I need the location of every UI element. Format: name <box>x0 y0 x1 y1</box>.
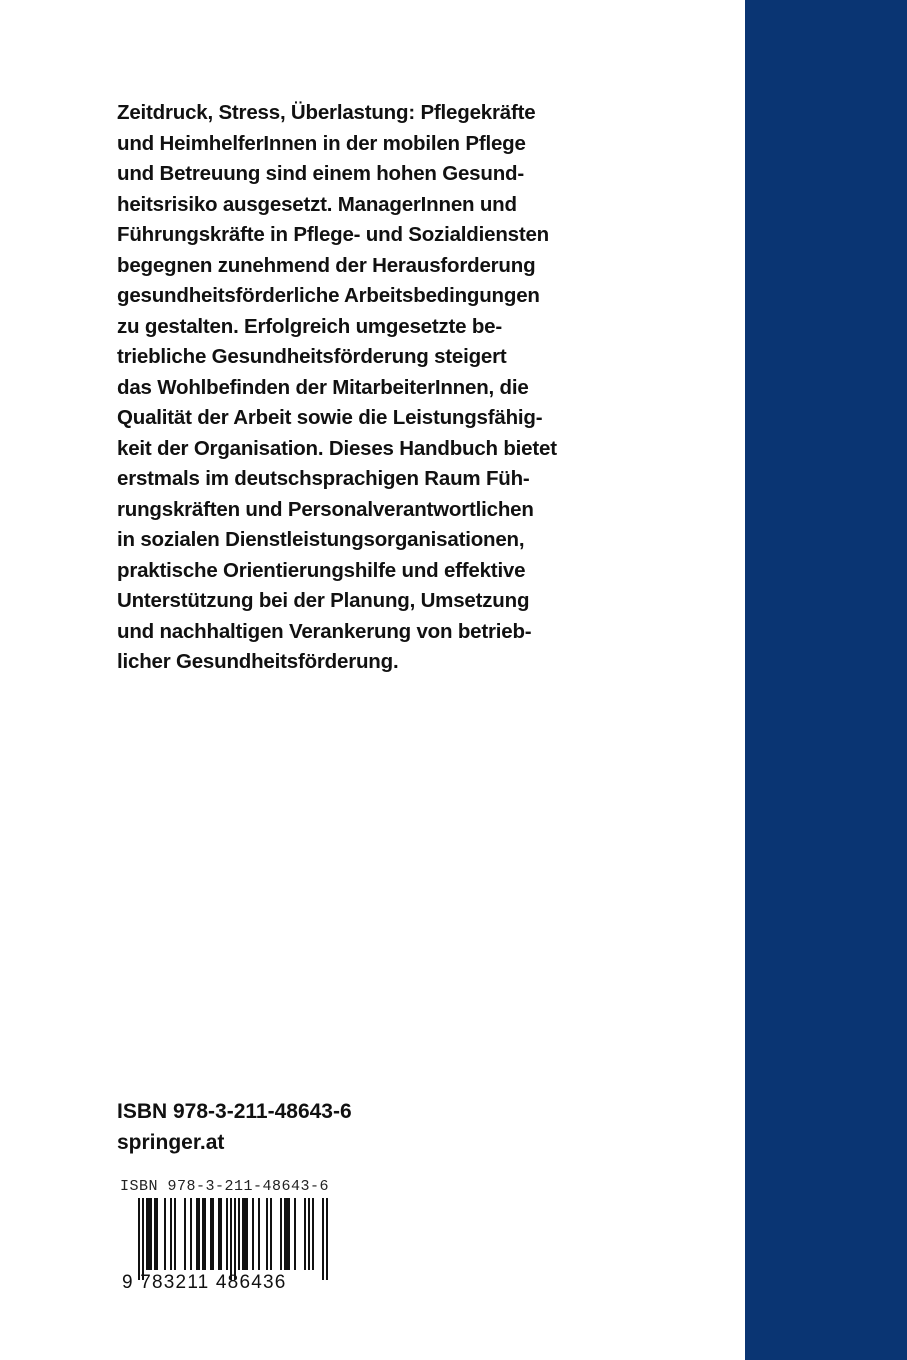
blurb-line: das Wohlbefinden der MitarbeiterInnen, die <box>117 375 529 399</box>
barcode-bar <box>150 1198 152 1270</box>
barcode-bar <box>156 1198 158 1270</box>
blurb-line: praktische Orientierungshilfe und effektive <box>117 558 526 582</box>
barcode-bar <box>142 1198 144 1280</box>
barcode-bar <box>212 1198 214 1270</box>
barcode-bar <box>210 1198 212 1270</box>
barcode-bar <box>304 1198 306 1270</box>
blurb-line: Qualität der Arbeit sowie die Leistungsfähig- <box>117 406 543 429</box>
barcode-bar <box>312 1198 314 1270</box>
blurb-line: gesundheitsförderliche Arbeitsbedingungen <box>117 284 540 307</box>
barcode-bar <box>226 1198 228 1270</box>
blurb-line: und HeimhelferInnen in der mobilen Pflege <box>117 131 526 155</box>
barcode <box>118 1178 348 1308</box>
blurb-line: triebliche Gesundheitsförderung steigert <box>117 345 507 368</box>
blurb-line: licher Gesundheitsförderung. <box>117 650 399 673</box>
blurb-line: und nachhaltigen Verankerung von betrieb- <box>117 619 532 643</box>
barcode-bar <box>230 1198 232 1280</box>
blurb-line: zu gestalten. Erfolgreich umgesetzte be- <box>117 314 502 338</box>
blurb-line: Führungskräfte in Pflege- und Sozialdiensten <box>117 223 549 246</box>
barcode-digits: 9 783211 486436 <box>122 1272 287 1293</box>
barcode-bars <box>136 1198 336 1282</box>
blurb-line: keit der Organisation. Dieses Handbuch bietet <box>117 436 557 460</box>
barcode-bar <box>184 1198 186 1270</box>
barcode-bar <box>288 1198 290 1270</box>
isbn-block <box>117 1096 352 1158</box>
blurb-line: Zeitdruck, Stress, Überlastung: Pflegekräfte <box>117 101 536 124</box>
barcode-bar <box>154 1198 156 1270</box>
barcode-bar <box>196 1198 198 1270</box>
barcode-bar <box>220 1198 222 1270</box>
blurb-line: begegnen zunehmend der Herausforderung <box>117 253 536 277</box>
barcode-bar <box>174 1198 176 1270</box>
publisher-url: springer.at <box>117 1131 225 1154</box>
barcode-bar <box>284 1198 286 1270</box>
barcode-bar <box>294 1198 296 1270</box>
barcode-bar <box>242 1198 244 1270</box>
barcode-bar <box>138 1198 140 1280</box>
blurb-line: erstmals im deutschsprachigen Raum Füh- <box>117 467 530 490</box>
blurb-line: und Betreuung sind einem hohen Gesund- <box>117 162 524 185</box>
blurb-line: in sozialen Dienstleistungsorganisationen, <box>117 528 525 551</box>
barcode-bar <box>198 1198 200 1270</box>
barcode-bar <box>244 1198 246 1270</box>
barcode-bar <box>234 1198 236 1280</box>
barcode-bar <box>280 1198 282 1270</box>
barcode-bar <box>252 1198 254 1270</box>
barcode-bar <box>326 1198 328 1280</box>
barcode-bar <box>270 1198 272 1270</box>
blurb-text <box>117 98 637 678</box>
barcode-bar <box>164 1198 166 1270</box>
barcode-bar <box>146 1198 148 1270</box>
barcode-bar <box>246 1198 248 1270</box>
isbn-label: ISBN 978-3-211-48643-6 <box>117 1100 352 1123</box>
barcode-bar <box>218 1198 220 1270</box>
blurb-line: heitsrisiko ausgesetzt. ManagerInnen und <box>117 192 517 216</box>
blurb-line: rungskräften und Personalverantwortlichen <box>117 497 534 521</box>
barcode-bar <box>202 1198 204 1270</box>
barcode-bar <box>190 1198 192 1270</box>
barcode-bar <box>238 1198 240 1270</box>
barcode-bar <box>204 1198 206 1270</box>
barcode-isbn-text: ISBN 978-3-211-48643-6 <box>120 1178 330 1195</box>
barcode-bar <box>308 1198 310 1270</box>
spine-color-band <box>745 0 907 1360</box>
barcode-bar <box>286 1198 288 1270</box>
barcode-bar <box>322 1198 324 1280</box>
barcode-bar <box>266 1198 268 1270</box>
barcode-bar <box>170 1198 172 1270</box>
barcode-bar <box>148 1198 150 1270</box>
barcode-bar <box>258 1198 260 1270</box>
blurb-line: Unterstützung bei der Planung, Umsetzung <box>117 589 530 612</box>
